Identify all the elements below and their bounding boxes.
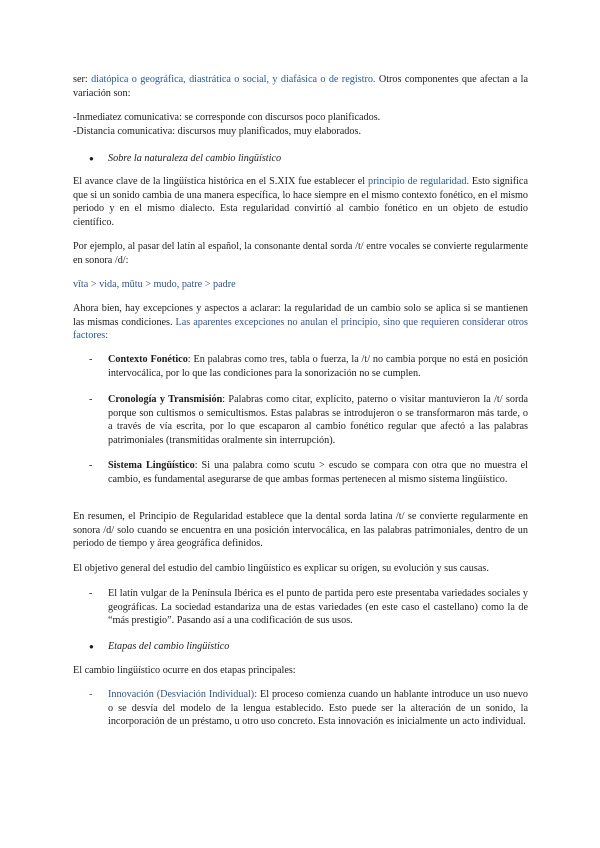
list-item-innovation (89, 688, 528, 729)
paragraph-text: ser: (73, 74, 92, 85)
paragraph-text: El avance clave de la lingüística histórica en el S.XIX fue establecer el (73, 176, 368, 187)
dash-marker: - (89, 354, 93, 365)
list-item-term: Innovación (Desviación Individual): (108, 689, 258, 700)
paragraph-objective (73, 562, 528, 576)
paragraph-summary (73, 510, 528, 551)
paragraph-text: Otros componentes que afectan a la variación son: (73, 74, 528, 99)
dash-marker: - (89, 394, 93, 405)
communicative-distance: -Distancia comunicativa: discursos muy planificados, muy elaborados. (73, 125, 362, 137)
list-item-term: Sistema Lingüístico (108, 460, 195, 471)
list-item-text: : En palabras como tres, tabla o fuerza, la /t/ no cambia porque no está en posición intervocálica, por lo que las condiciones para la sonorización no se cumplen. (108, 354, 528, 379)
list-item-vulgar-latin (89, 587, 528, 628)
paragraph-example (73, 240, 528, 267)
bullet-icon: ● (89, 154, 94, 163)
paragraph-text: Ahora bien, hay excepciones y aspectos a aclarar: la regularidad de un cambio solo se aplica si se mantienen las mismas condiciones. (73, 303, 528, 328)
dash-marker: - (89, 588, 93, 599)
paragraph-communicative (73, 111, 528, 138)
list-item-text: : Palabras como citar, explícito, paterno o visitar mantuvieron la /t/ sorda porque son cultismos o semicultismos. Estas palabras se introdujeron o se transformaron más tarde, o a través de vía escrita, por lo que escaparon al cambio fonético regular que afectó a las palabras patrimoniales (transmitidas oralmente sin interrupción). (108, 394, 528, 446)
regularity-principle-highlight: principio de regularidad. (367, 176, 470, 187)
list-item-phonetic-context (89, 353, 528, 380)
section-heading-text: Sobre la naturaleza del cambio lingüístico (108, 153, 282, 164)
paragraph-regularity (73, 175, 528, 229)
list-item-term: Cronología y Transmisión (108, 394, 223, 405)
section-heading-stages (89, 640, 528, 654)
paragraph-variation-types (73, 73, 528, 100)
bullet-icon: ● (89, 642, 94, 651)
list-item-text: : Si una palabra como scutu > escudo se compara con otra que no muestra el cambio, es fundamental asegurarse de que ambas formas pertenecen al mismo sistema lingüístico. (108, 460, 528, 485)
paragraph-stages-intro (73, 664, 528, 678)
paragraph-exceptions (73, 302, 528, 343)
variation-types-highlight: diatópica o geográfica, diastrática o social, y diafásica o de registro. (91, 74, 376, 85)
section-heading-nature (89, 152, 528, 166)
paragraph-text: En resumen, el Principio de Regularidad establece que la dental sorda latina /t/ se convierte regularmente en sonora /d/ solo cuando se encuentra en una posición intervocálica, en las palabras patrimoniales, dentro de un periodo de tiempo y área geográfica definidos. (73, 511, 528, 550)
paragraph-text: El cambio lingüístico ocurre en dos etapas principales: (73, 665, 296, 676)
list-item-chronology (89, 393, 528, 447)
list-item-term: Contexto Fonético (108, 354, 188, 365)
exceptions-highlight: Las aparentes excepciones no anulan el principio, sino que requieren considerar otros factores: (73, 316, 528, 342)
example-words: vīta > vida, mūtu > mudo, patre > padre (73, 279, 236, 290)
paragraph-text: Por ejemplo, al pasar del latín al español, la consonante dental sorda /t/ entre vocales se convierte regularmente en sonora /d/: (73, 241, 528, 266)
dash-marker: - (89, 460, 93, 471)
communicative-immediacy: -Inmediatez comunicativa: se corresponde con discursos poco planificados. (73, 112, 381, 123)
paragraph-text: Esto significa que si un sonido cambia de una manera específica, lo hace siempre en el mismo contexto fonético, en el mismo periodo y en el mismo dialecto. Esta regularidad convirtió al cambio fonético en un objeto de estudio científico. (73, 176, 528, 228)
section-heading-text: Etapas del cambio lingüístico (108, 641, 230, 652)
list-item-text: El latín vulgar de la Península Ibérica es el punto de partida pero este presentaba variedades sociales y geográficas. La sociedad estandariza una de estas variedades (en este caso el castellano) como la de “más prestigio”. Pasando así a una codificación de sus usos. (108, 588, 528, 627)
paragraph-text: El objetivo general del estudio del cambio lingüístico es explicar su origen, su evolución y sus causas. (73, 563, 489, 574)
dash-marker: - (89, 689, 93, 700)
list-item-linguistic-system (89, 459, 528, 486)
list-item-text: El proceso comienza cuando un hablante introduce un uso nuevo o se desvía del modelo de la lengua establecido. Esto puede ser la alteración de un sonido, la incorporación de un préstamo, u otro uso concreto. Esta innovación es inicialmente un acto individual. (108, 689, 528, 728)
